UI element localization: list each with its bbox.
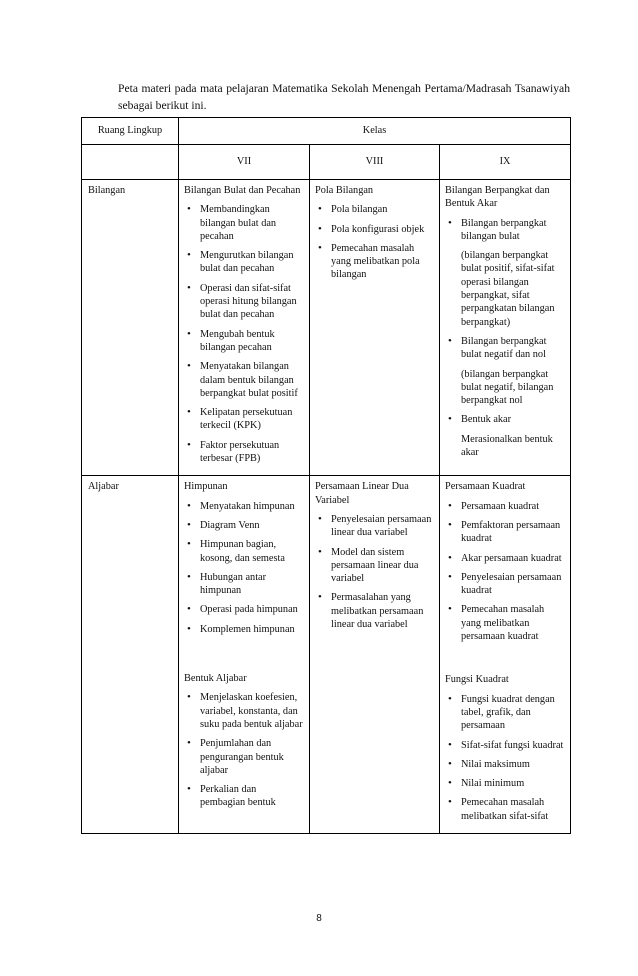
list-item-text: Membandingkan bilangan bulat dan pecahan [200, 204, 277, 242]
list-item-text: Bilangan berpangkat bulat negatif dan nol [461, 335, 547, 361]
list-item [184, 500, 304, 513]
grade-cell-viii [310, 476, 440, 834]
topic-list [445, 693, 565, 823]
list-item [184, 538, 304, 565]
list-item-text: Pola konfigurasi objek [331, 223, 425, 235]
list-item [184, 623, 304, 636]
topic-list [315, 203, 434, 281]
list-item [445, 693, 565, 733]
list-item-text: Hubungan antar himpunan [200, 571, 267, 597]
list-item-text: Penyelesaian persamaan kuadrat [461, 571, 562, 597]
list-item-text: Persamaan kuadrat [461, 500, 540, 512]
list-item [184, 737, 304, 777]
topic-title: Bilangan Bulat dan Pecahan [184, 185, 301, 196]
topic-title: Persamaan Linear Dua Variabel [315, 481, 409, 506]
topic-list [184, 500, 304, 636]
table-row [82, 476, 571, 834]
grade-cell-vii [179, 476, 310, 834]
list-item-text: Permasalahan yang melibatkan persamaan linear dua variabel [331, 592, 424, 631]
list-item [445, 758, 565, 771]
list-item [445, 777, 565, 790]
list-item [315, 242, 434, 282]
class-header: Kelas [179, 118, 571, 145]
list-item [184, 203, 304, 243]
grade-cell-viii [310, 180, 440, 476]
list-item [315, 223, 434, 236]
page-number: 8 [316, 913, 322, 924]
list-item [184, 519, 304, 532]
list-item-text: Menyatakan bilangan dalam bentuk bilangan berpangkat bulat positif [200, 361, 298, 399]
list-item [184, 571, 304, 598]
grade-header-ix: IX [440, 145, 571, 180]
list-item [445, 519, 565, 546]
list-item-text: Akar persamaan kuadrat [461, 552, 562, 564]
list-item [445, 500, 565, 513]
table-header-row [82, 118, 571, 145]
list-item-note: (bilangan berpangkat bulat negatif, bilangan berpangkat nol [461, 368, 554, 407]
list-item [445, 739, 565, 752]
list-item-text: Penjumlahan dan pengurangan bentuk aljabar [200, 738, 284, 776]
topic-list [184, 691, 304, 809]
list-item [184, 249, 304, 276]
topic-title: Bentuk Aljabar [184, 673, 247, 685]
list-item-note: Merasionalkan bentuk akar [461, 433, 553, 459]
scope-cell: Aljabar [82, 476, 179, 834]
list-item [184, 406, 304, 433]
list-item-text: Faktor persekutuan terbesar (FPB) [200, 439, 280, 465]
list-item-text: Bilangan berpangkat bilangan bulat [461, 217, 547, 242]
list-item [445, 796, 565, 823]
scope-cell: Bilangan [82, 180, 179, 476]
list-item-text: Mengubah bentuk bilangan pecahan [200, 328, 275, 353]
list-item [184, 282, 304, 322]
grade-header-row [82, 145, 571, 180]
list-item-text: Operasi pada himpunan [200, 604, 298, 616]
intro-paragraph: Peta materi pada mata pelajaran Matematika Sekolah Menengah Pertama/Madrasah Tsanawiyah sebagai berikut ini. [118, 81, 570, 112]
topic-title: Fungsi Kuadrat [445, 674, 509, 686]
list-item [184, 439, 304, 466]
list-item-text: Nilai minimum [461, 778, 525, 790]
topic-list [184, 203, 304, 465]
list-item [184, 360, 304, 400]
list-item [184, 328, 304, 355]
grade-header-viii: VIII [310, 145, 440, 180]
list-item [315, 546, 434, 586]
topic-title: Himpunan [184, 481, 228, 493]
list-item-text: Nilai maksimum [461, 758, 530, 770]
list-item [445, 413, 565, 426]
list-item [315, 513, 434, 540]
list-item [184, 783, 304, 810]
list-item-text: Kelipatan persekutuan terkecil (KPK) [200, 407, 293, 432]
topic-list [445, 217, 565, 460]
list-item-text: Pola bilangan [331, 204, 388, 216]
list-item-text: Operasi dan sifat-sifat operasi hitung bilangan bulat dan pecahan [200, 282, 297, 321]
list-item-text: Pemecahan masalah yang melibatkan pola bilangan [331, 242, 420, 281]
list-item [445, 603, 565, 643]
scope-header: Ruang Lingkup [82, 118, 179, 145]
topic-title: Pola Bilangan [315, 185, 374, 196]
list-item [184, 691, 304, 731]
list-item-note: (bilangan berpangkat bulat positif, sifat-sifat operasi bilangan berpangkat, sifat perpangkatan bilangan berpangkat) [461, 250, 555, 328]
list-item-text: Perkalian dan pembagian bentuk [200, 784, 276, 809]
list-item [445, 571, 565, 598]
topic-list [445, 500, 565, 644]
list-item [445, 217, 565, 244]
list-item [315, 203, 434, 216]
list-item-text: Himpunan bagian, kosong, dan semesta [200, 539, 285, 564]
list-item [184, 603, 304, 616]
list-item-text: Pemfaktoran persamaan kuadrat [461, 519, 561, 545]
list-item [445, 335, 565, 362]
grade-cell-vii [179, 180, 310, 476]
list-item-text: Diagram Venn [200, 519, 260, 531]
grade-cell-ix [440, 476, 571, 834]
list-item-text: Komplemen himpunan [200, 623, 295, 635]
list-item-text: Mengurutkan bilangan bulat dan pecahan [200, 250, 294, 275]
list-item-text: Menjelaskan koefesien, variabel, konstanta, dan suku pada bentuk aljabar [200, 692, 303, 730]
list-item [315, 591, 434, 631]
grade-cell-ix [440, 180, 571, 476]
list-item-text: Sifat-sifat fungsi kuadrat [461, 739, 564, 751]
list-item-text: Pemecahan masalah melibatkan sifat-sifat [461, 797, 549, 822]
table-row [82, 180, 571, 476]
curriculum-table [81, 117, 571, 834]
list-item-text: Menyatakan himpunan [200, 500, 295, 512]
list-item [445, 552, 565, 565]
list-item-text: Penyelesaian persamaan linear dua variabel [331, 513, 432, 539]
grade-header-vii: VII [179, 145, 310, 180]
topic-title: Bilangan Berpangkat dan Bentuk Akar [445, 185, 550, 210]
list-item-text: Bentuk akar [461, 414, 512, 426]
topic-list [315, 513, 434, 631]
topic-title: Persamaan Kuadrat [445, 481, 526, 493]
list-item-text: Fungsi kuadrat dengan tabel, grafik, dan persamaan [461, 693, 555, 732]
scope-header-blank [82, 145, 179, 180]
list-item-text: Pemecahan masalah yang melibatkan persamaan kuadrat [461, 604, 545, 643]
list-item-text: Model dan sistem persamaan linear dua variabel [331, 546, 419, 585]
